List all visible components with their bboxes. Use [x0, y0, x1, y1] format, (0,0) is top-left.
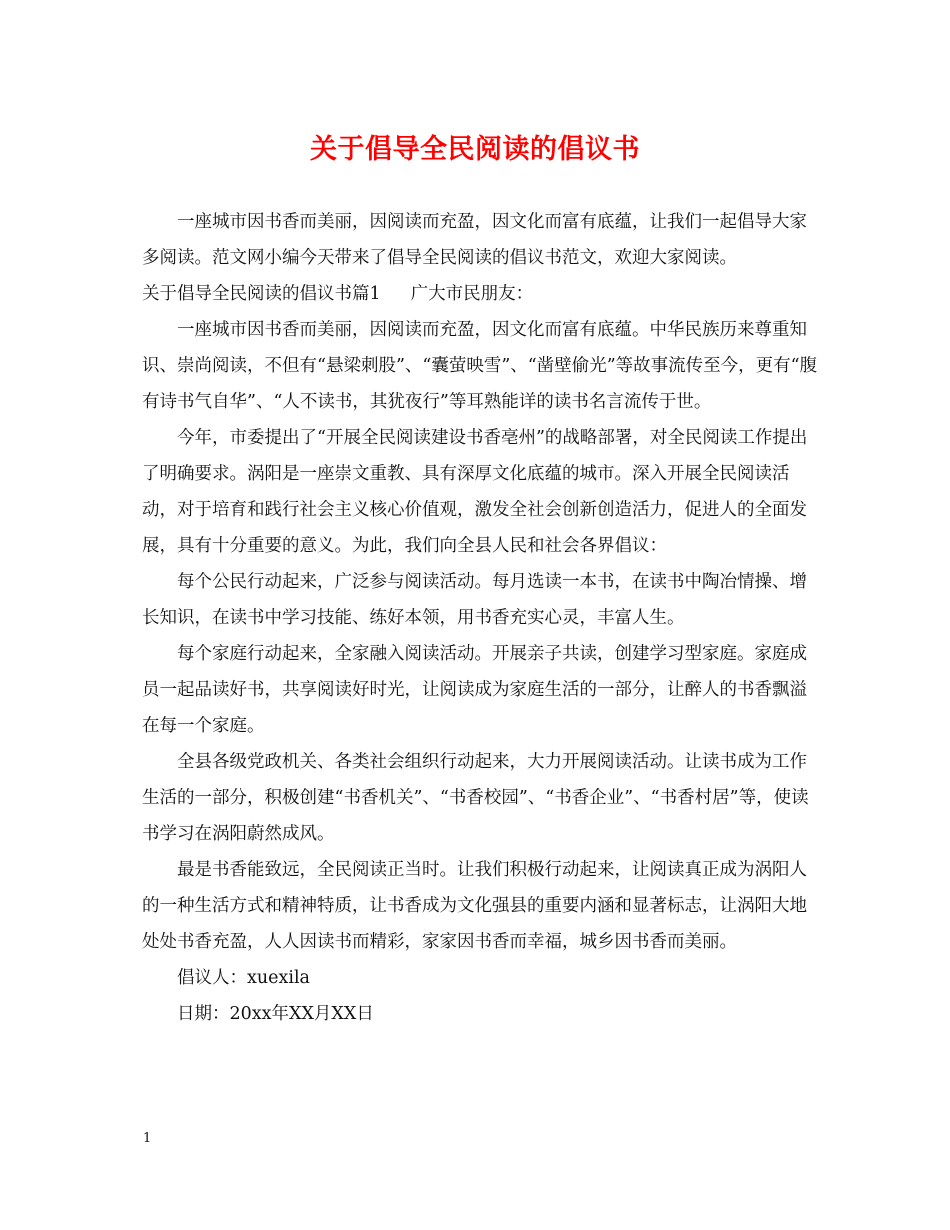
body-paragraph-5: 全县各级党政机关、各类社会组织行动起来，大力开展阅读活动。让读书成为工作生活的一部分，积极创建“书香机关”、“书香校园”、“书香企业”、“书香村居”等，使读书学习在涡阳蔚然成风。 [142, 752, 809, 844]
document-body [142, 204, 822, 1032]
section-heading-line [142, 276, 822, 312]
page-number: 1 [143, 1131, 152, 1146]
body-paragraph-2: 今年，市委提出了“开展全民阅读建设书香亳州”的战略部署，对全民阅读工作提出了明确要求。涡阳是一座崇文重教、具有深厚文化底蕴的城市。深入开展全民阅读活动，对于培育和践行社会主义核心价值观，激发全社会创新创造活力，促进人的全面发展，具有十分重要的意义。为此，我们向全县人民和社会各界倡议： [142, 428, 808, 556]
body-paragraph-6: 最是书香能致远，全民阅读正当时。让我们积极行动起来，让阅读真正成为涡阳人的一种生活方式和精神特质，让书香成为文化强县的重要内涵和显著标志，让涡阳大地处处书香充盈，人人因读书而精彩，家家因书香而幸福，城乡因书香而美丽。 [142, 860, 807, 952]
intro-paragraph: 一座城市因书香而美丽，因阅读而充盈，因文化而富有底蕴，让我们一起倡导大家多阅读。范文网小编今天带来了倡导全民阅读的倡议书范文，欢迎大家阅读。 [142, 212, 807, 268]
date-line: 日期：20xx年XX月XX日 [177, 1004, 374, 1024]
body-paragraph-4: 每个家庭行动起来，全家融入阅读活动。开展亲子共读，创建学习型家庭。家庭成员一起品读好书，共享阅读好时光，让阅读成为家庭生活的一部分，让醉人的书香飘溢在每一个家庭。 [142, 644, 807, 736]
body-paragraph-3: 每个公民行动起来，广泛参与阅读活动。每月选读一本书，在读书中陶冶情操、增长知识，在读书中学习技能、练好本领，用书香充实心灵，丰富人生。 [142, 572, 807, 628]
body-paragraph-1: 一座城市因书香而美丽，因阅读而充盈，因文化而富有底蕴。中华民族历来尊重知识、崇尚阅读，不但有“悬梁刺股”、“囊萤映雪”、“凿壁偷光”等故事流传至今，更有“腹有诗书气自华”、“人不读书，其犹夜行”等耳熟能详的读书名言流传于世。 [142, 320, 818, 412]
salutation: 广大市民朋友： [410, 284, 534, 304]
document-title: 关于倡导全民阅读的倡议书 [310, 134, 640, 165]
signature-line: 倡议人：xuexila [177, 968, 310, 988]
section-heading: 关于倡导全民阅读的倡议书篇1 [142, 284, 381, 304]
